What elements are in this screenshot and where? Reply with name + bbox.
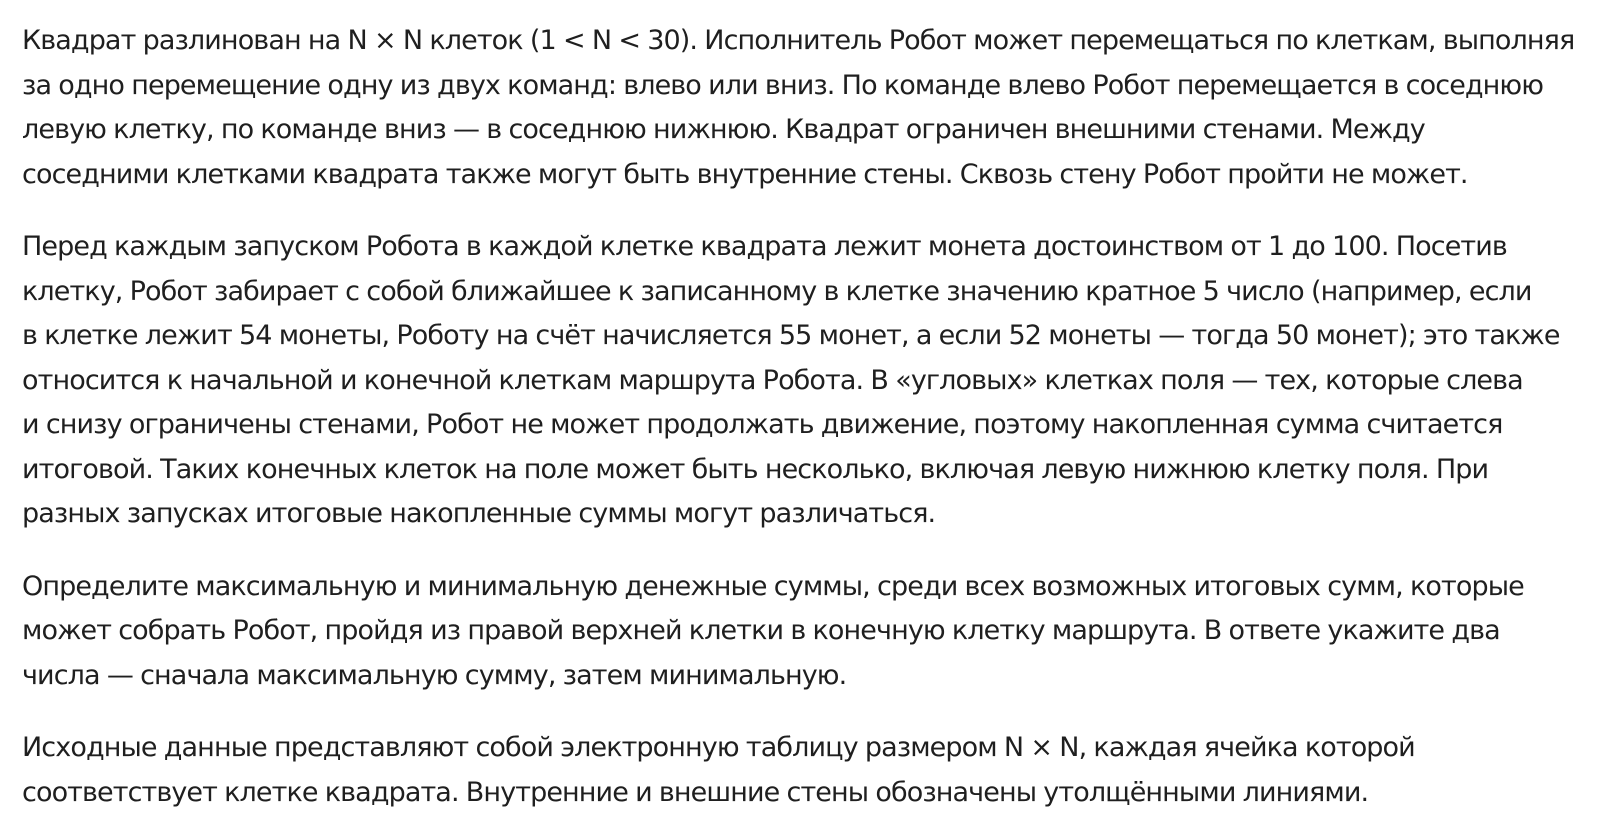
- text-line: числа — сначала максимальную сумму, затем минимальную.: [22, 659, 847, 691]
- text-line: Квадрат разлинован на N × N клеток (1 < N < 30). Исполнитель Робот может перемещаться по клеткам, выполняя: [22, 25, 1575, 56]
- text-line: разных запусках итоговые накопленные суммы могут различаться.: [22, 498, 936, 529]
- text-line: относится к начальной и конечной клеткам маршрута Робота. В «угловых» клетках поля — тех, которые слева: [22, 364, 1523, 396]
- text-line: левую клетку, по команде вниз — в соседнюю нижнюю. Квадрат ограничен внешними стенами. Между: [22, 114, 1425, 145]
- text-line: в клетке лежит 54 монеты, Роботу на счёт начисляется 55 монет, а если 52 монеты — тогда 50 монет); это также: [22, 320, 1560, 351]
- text-line: за одно перемещение одну из двух команд: влево или вниз. По команде влево Робот перемещается в соседнюю: [22, 69, 1544, 101]
- paragraph-question: [22, 565, 1580, 699]
- text-line: Определите максимальную и минимальную денежные суммы, среди всех возможных итоговых сумм, которые: [22, 570, 1524, 602]
- text-line: соседними клетками квадрата также могут быть внутренние стены. Сквозь стену Робот пройти не может.: [22, 158, 1468, 190]
- text-line: Перед каждым запуском Робота в каждой клетке квадрата лежит монета достоинством от 1 до 100. Посетив: [22, 231, 1507, 262]
- text-line: и снизу ограничены стенами, Робот не может продолжать движение, поэтому накопленная сумма считается: [22, 409, 1503, 440]
- paragraph-coin-rules: [22, 225, 1580, 537]
- text-line: соответствует клетке квадрата. Внутренние и внешние стены обозначены утолщёнными линиями.: [22, 776, 1369, 808]
- text-line: клетку, Робот забирает с собой ближайшее к записанному в клетке значению кратное 5 число (например, если: [22, 275, 1532, 307]
- text-line: Исходные данные представляют собой электронную таблицу размером N × N, каждая ячейка которой: [22, 732, 1415, 763]
- text-line: может собрать Робот, пройдя из правой верхней клетки в конечную клетку маршрута. В ответе укажите два: [22, 615, 1500, 646]
- paragraph-input-data: [22, 726, 1580, 815]
- text-line: итоговой. Таких конечных клеток на поле может быть несколько, включая левую нижнюю клетку поля. При: [22, 453, 1489, 485]
- paragraph-grid-description: [22, 19, 1580, 197]
